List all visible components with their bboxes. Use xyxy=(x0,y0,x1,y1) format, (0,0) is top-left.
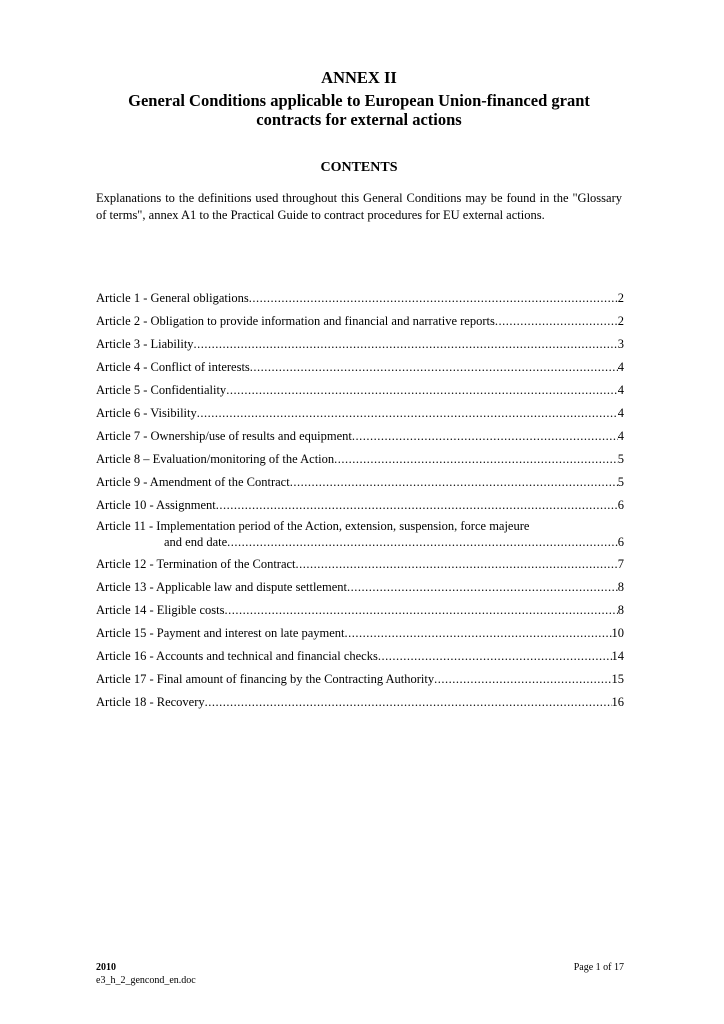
toc-dot-leader xyxy=(296,557,618,572)
toc-page-number: 6 xyxy=(617,535,624,549)
toc-entry[interactable] xyxy=(96,406,624,423)
toc-entry-label: Article 6 - Visibility xyxy=(96,406,197,420)
toc-dot-leader xyxy=(352,429,618,444)
toc-page-number: 2 xyxy=(617,314,624,328)
toc-dot-leader xyxy=(205,695,612,710)
toc-entry[interactable] xyxy=(96,649,624,666)
toc-dot-leader xyxy=(224,603,617,618)
toc-page-number: 8 xyxy=(617,603,624,617)
toc-entry[interactable] xyxy=(96,475,624,492)
toc-page-number: 16 xyxy=(611,695,624,709)
footer-page-number: Page 1 of 17 xyxy=(573,962,624,973)
toc-entry[interactable] xyxy=(96,383,624,400)
toc-dot-leader xyxy=(334,452,618,467)
toc-dot-leader xyxy=(347,580,618,595)
toc-page-number: 10 xyxy=(611,626,624,640)
toc-entry[interactable] xyxy=(96,626,624,643)
toc-entry-wrapped-line[interactable] xyxy=(96,519,624,534)
toc-entry[interactable] xyxy=(96,695,624,712)
toc-dot-leader xyxy=(434,672,611,687)
toc-page-number: 5 xyxy=(617,452,624,466)
toc-entry-label: Article 1 - General obligations xyxy=(96,291,249,305)
toc-dot-leader xyxy=(495,314,618,329)
toc-entry[interactable] xyxy=(96,337,624,354)
toc-page-number: 2 xyxy=(617,291,624,305)
toc-entry[interactable] xyxy=(96,672,624,689)
toc-entry-label: Article 10 - Assignment xyxy=(96,498,216,512)
toc-entry-label: Article 12 - Termination of the Contract xyxy=(96,557,296,571)
toc-dot-leader xyxy=(227,535,618,550)
toc-entry[interactable] xyxy=(96,580,624,597)
document-title-line2: contracts for external actions xyxy=(256,110,462,129)
toc-dot-leader xyxy=(345,626,612,641)
toc-entry-label: and end date xyxy=(164,535,228,549)
toc-entry-label: Article 3 - Liability xyxy=(96,337,194,351)
toc-page-number: 7 xyxy=(617,557,624,571)
toc-dot-leader xyxy=(197,406,618,421)
toc-entry[interactable] xyxy=(96,452,624,469)
toc-entry-label: Article 14 - Eligible costs xyxy=(96,603,225,617)
toc-page-number: 3 xyxy=(617,337,624,351)
toc-entry[interactable] xyxy=(96,603,624,620)
toc-entry[interactable] xyxy=(96,429,624,446)
contents-heading: CONTENTS xyxy=(320,160,398,175)
toc-dot-leader xyxy=(226,383,618,398)
toc-entry-label: Article 8 – Evaluation/monitoring of the Action xyxy=(96,452,335,466)
intro-paragraph: Explanations to the definitions used throughout this General Conditions may be found in the "Glossary of terms", annex A1 to the Practical Guide to contract procedures for EU external actions. xyxy=(96,191,622,222)
toc-entry-label: Article 13 - Applicable law and dispute settlement xyxy=(96,580,347,594)
toc-entry[interactable] xyxy=(96,498,624,515)
toc-dot-leader xyxy=(249,291,618,306)
toc-entry-label: Article 17 - Final amount of financing by the Contracting Authority xyxy=(96,672,435,686)
toc-dot-leader xyxy=(250,360,618,375)
toc-entry-label: Article 11 - Implementation period of the Action, extension, suspension, force majeure xyxy=(96,519,530,533)
toc-entry-label: Article 2 - Obligation to provide information and financial and narrative reports xyxy=(96,314,495,328)
toc-entry-label: Article 9 - Amendment of the Contract xyxy=(96,475,290,489)
toc-page-number: 4 xyxy=(617,406,624,420)
toc-entry[interactable] xyxy=(96,314,624,331)
toc-page-number: 8 xyxy=(617,580,624,594)
toc-dot-leader xyxy=(216,498,618,513)
toc-entry-label: Article 5 - Confidentiality xyxy=(96,383,227,397)
footer-filename: e3_h_2_gencond_en.doc xyxy=(96,975,196,986)
toc-entry[interactable] xyxy=(96,291,624,308)
toc-entry-label: Article 15 - Payment and interest on late payment xyxy=(96,626,345,640)
toc-page-number: 4 xyxy=(617,429,624,443)
toc-page-number: 4 xyxy=(617,383,624,397)
document-title-line1: General Conditions applicable to European Union-financed grant xyxy=(128,91,590,110)
annex-title: ANNEX II xyxy=(321,68,397,87)
toc-entry-label: Article 18 - Recovery xyxy=(96,695,205,709)
toc-page-number: 6 xyxy=(617,498,624,512)
toc-entry-label: Article 16 - Accounts and technical and financial checks xyxy=(96,649,378,663)
toc-dot-leader xyxy=(378,649,612,664)
toc-entry-continuation[interactable] xyxy=(164,535,624,552)
toc-page-number: 5 xyxy=(617,475,624,489)
toc-entry-label: Article 4 - Conflict of interests xyxy=(96,360,250,374)
toc-entry-label: Article 7 - Ownership/use of results and equipment xyxy=(96,429,352,443)
toc-page-number: 14 xyxy=(611,649,624,663)
toc-page-number: 4 xyxy=(617,360,624,374)
toc-page-number: 15 xyxy=(611,672,624,686)
toc-dot-leader xyxy=(194,337,618,352)
toc-entry[interactable] xyxy=(96,557,624,574)
footer-year: 2010 xyxy=(96,962,116,973)
toc-entry[interactable] xyxy=(96,360,624,377)
toc-dot-leader xyxy=(290,475,618,490)
